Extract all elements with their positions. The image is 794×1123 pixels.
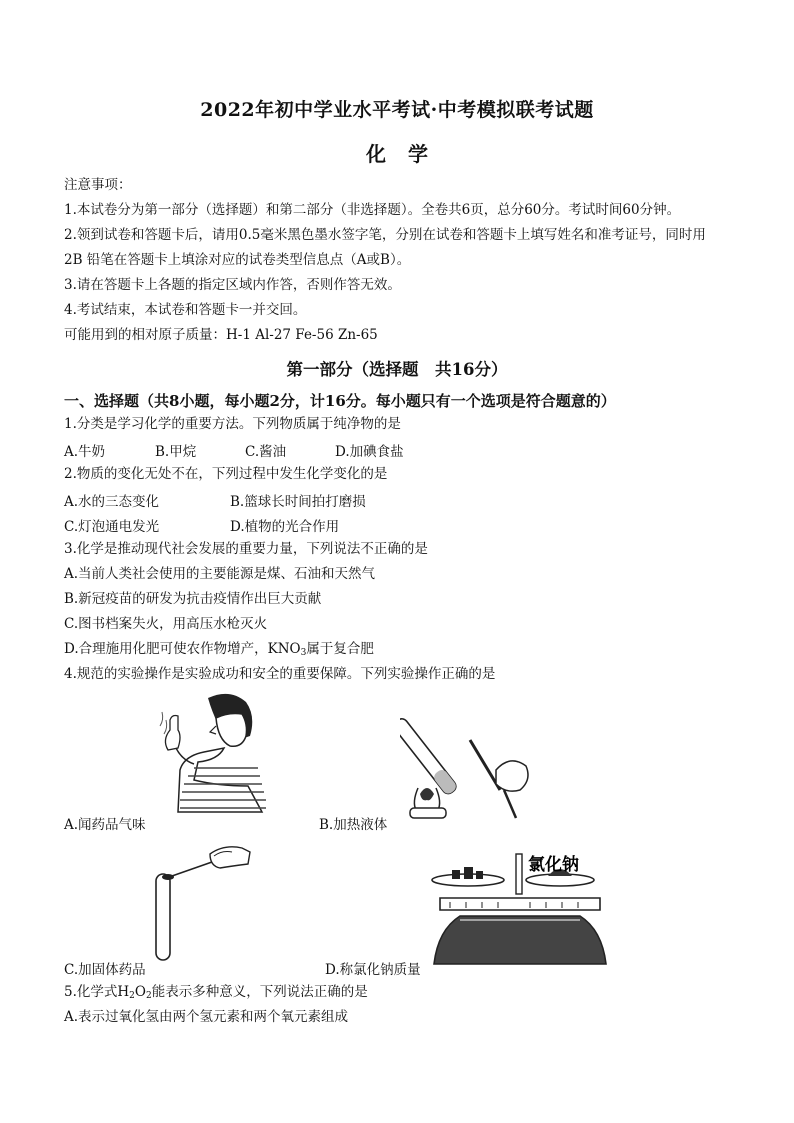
note-item: 2.领到试卷和答题卡后，请用0.5毫米黑色墨水签字笔，分别在试卷和答题卡上填写姓名和准考证号，同时用 <box>64 227 706 243</box>
q5-stem-text: 5.化学式H <box>64 984 130 1000</box>
q4-option-c: C.加固体药品 <box>64 962 146 978</box>
question-2-stem: 2.物质的变化无处不在，下列过程中发生化学变化的是 <box>64 466 388 482</box>
atomic-mass-line: 可能用到的相对原子质量：H-1 Al-27 Fe-56 Zn-65 <box>64 327 378 343</box>
q2-option-a: A.水的三态变化 <box>64 494 160 510</box>
notes-heading: 注意事项： <box>64 177 132 193</box>
q3-option-d <box>64 640 374 662</box>
q5-option-a: A.表示过氧化氢由两个氢元素和两个氧元素组成 <box>64 1009 349 1025</box>
q3-option-d-text: D.合理施用化肥可使农作物增产，KNO <box>64 641 301 657</box>
question-3-stem: 3.化学是推动现代社会发展的重要力量，下列说法不正确的是 <box>64 541 428 557</box>
note-item: 2B 铅笔在答题卡上填涂对应的试卷类型信息点（A或B）。 <box>64 252 411 268</box>
note-item: 4.考试结束，本试卷和答题卡一并交回。 <box>64 302 307 318</box>
smelling-figure <box>158 690 273 815</box>
q3-option-c: C.图书档案失火，用高压水枪灭火 <box>64 616 268 632</box>
question-5-stem <box>64 983 368 1005</box>
q1-option-a: A.牛奶 <box>64 444 106 460</box>
q5-subscript-1: 2 <box>129 991 135 1001</box>
section-heading: 一、选择题（共8小题，每小题2分，计16分。每小题只有一个选项是符合题意的） <box>64 392 616 410</box>
subject-title: 化学 <box>366 142 450 166</box>
q3-option-d-tail: 属于复合肥 <box>306 641 374 657</box>
q4-option-a: A.闻药品气味 <box>64 817 146 833</box>
q5-subscript-2: 2 <box>145 991 152 1001</box>
q2-option-d: D.植物的光合作用 <box>230 519 340 535</box>
part1-heading: 第一部分（选择题 共16分） <box>286 360 508 379</box>
note-item: 1.本试卷分为第一部分（选择题）和第二部分（非选择题）。全卷共6页，总分60分。考试时间60分钟。 <box>64 202 681 218</box>
q1-option-b: B.甲烷 <box>155 444 197 460</box>
q1-option-c: C.酱油 <box>245 444 287 460</box>
heating-liquid-figure <box>400 710 535 825</box>
q3-option-a: A.当前人类社会使用的主要能源是煤、石油和天然气 <box>64 566 376 582</box>
q3-option-b: B.新冠疫苗的研发为抗击疫情作出巨大贡献 <box>64 591 322 607</box>
question-4-stem: 4.规范的实验操作是实验成功和安全的重要保障。下列实验操作正确的是 <box>64 666 496 682</box>
balance-label: 氯化钠 <box>528 855 579 875</box>
q5-stem-mid: O <box>134 984 146 1000</box>
q2-option-c: C.灯泡通电发光 <box>64 519 160 535</box>
q4-option-b: B.加热液体 <box>319 817 388 833</box>
q3-option-d-subscript: 3 <box>300 648 307 658</box>
balance-figure <box>430 840 610 970</box>
q5-stem-tail: 能表示多种意义，下列说法正确的是 <box>151 984 368 1000</box>
adding-solid-figure <box>150 840 255 965</box>
question-1-stem: 1.分类是学习化学的重要方法。下列物质属于纯净物的是 <box>64 416 401 432</box>
q4-option-d: D.称氯化钠质量 <box>325 962 421 978</box>
exam-title: 2022年初中学业水平考试·中考模拟联考试题 <box>200 99 594 121</box>
note-item: 3.请在答题卡上各题的指定区域内作答，否则作答无效。 <box>64 277 401 293</box>
q1-option-d: D.加碘食盐 <box>335 444 404 460</box>
q2-option-b: B.篮球长时间拍打磨损 <box>230 494 366 510</box>
